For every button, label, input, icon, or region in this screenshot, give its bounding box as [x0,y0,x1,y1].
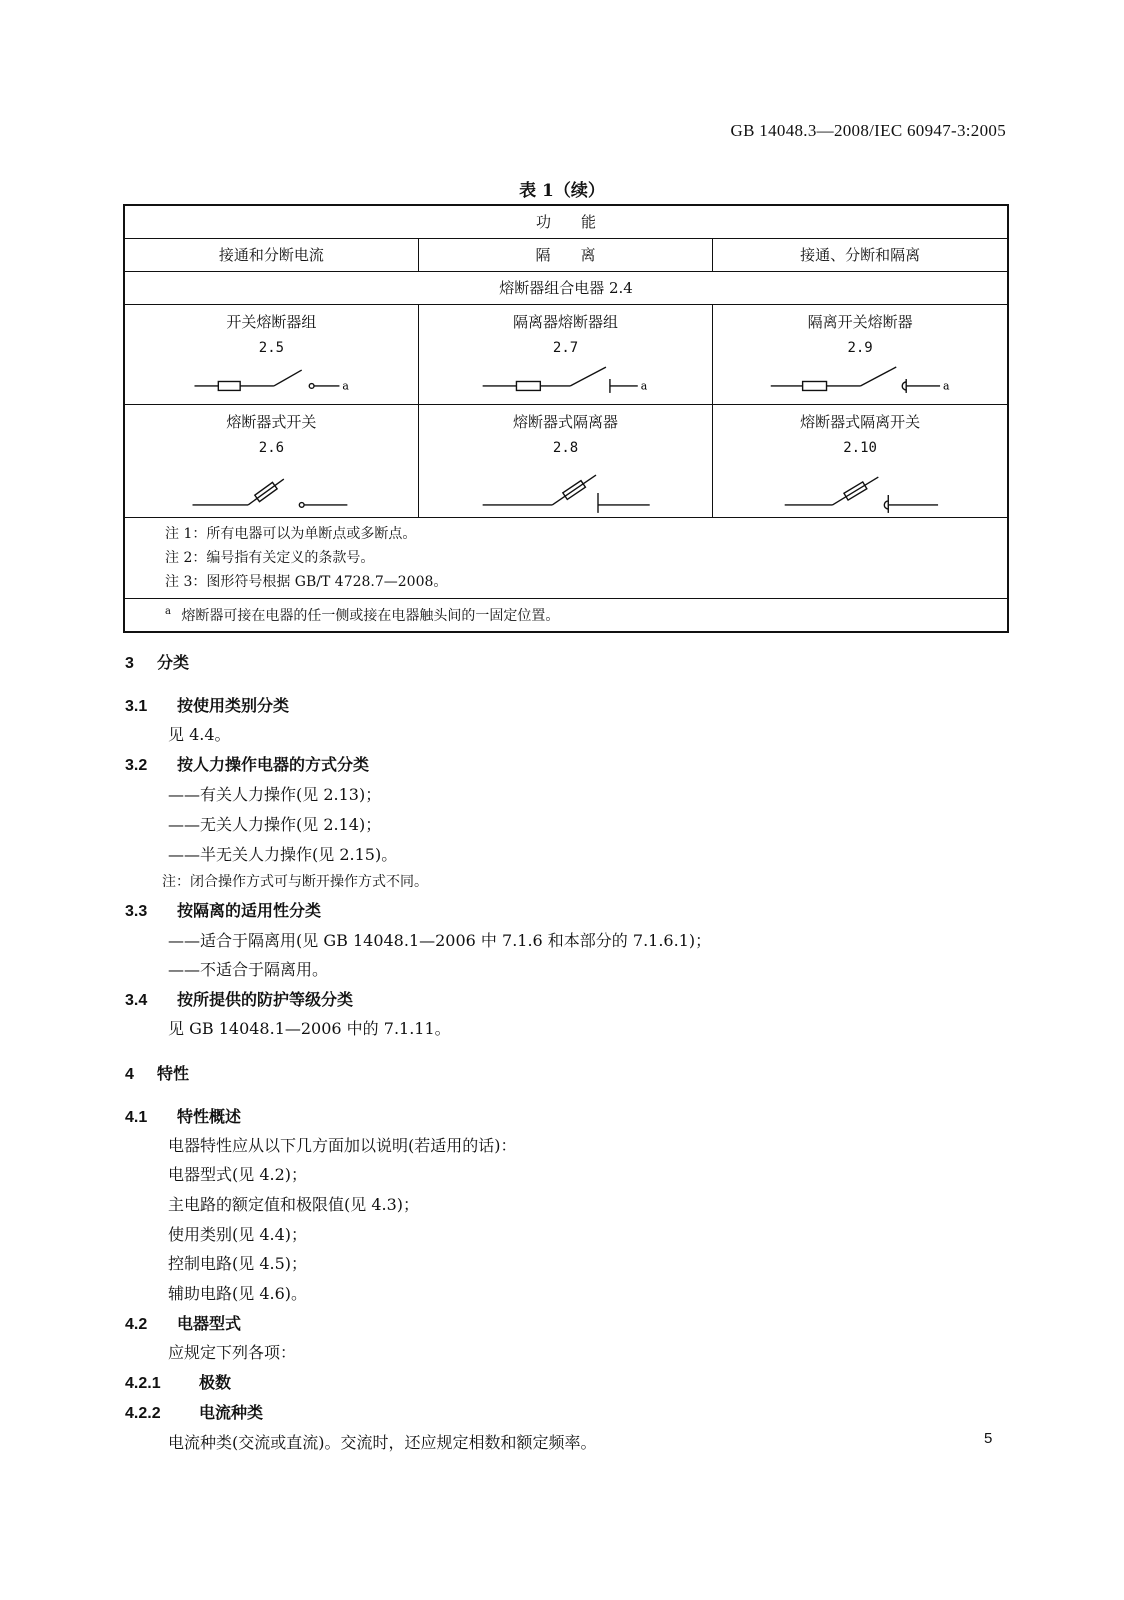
cell-fuse-disconnector [418,405,712,518]
mark-a: a [943,379,950,393]
clause-number: 2.6 [258,440,285,456]
list-item: ——有关人力操作(见 2.13)； [168,785,382,804]
symbol-name: 熔断器式隔离器 [513,413,619,431]
fuse-disconnector-symbol [419,473,712,513]
section-3-4-heading: 3.4 按所提供的防护等级分类 [125,990,354,1009]
clause-number: 2.10 [843,440,877,456]
symbol-name: 隔离开关熔断器 [807,313,913,331]
section-3-1-text: 见 4.4。 [168,725,231,744]
classification-table [123,204,1009,633]
list-item: ——不适合于隔离用。 [168,960,329,979]
fuse-combination-row: 熔断器组合电器 2.4 [124,272,1008,305]
note-1: 注 1：所有电器可以为单断点或多断点。 [165,526,417,542]
note-2: 注 2：编号指有关定义的条款号。 [165,550,375,566]
section-3-2-note: 注：闭合操作方式可与断开操作方式不同。 [162,874,428,890]
text-line: 电器特性应从以下几方面加以说明(若适用的话)： [168,1136,517,1155]
clause-number: 2.7 [552,340,579,356]
section-4-2-text: 应规定下列各项： [168,1343,297,1362]
section-3-2-heading: 3.2 按人力操作电器的方式分类 [125,755,370,774]
text-line: 电器型式(见 4.2)； [168,1165,308,1184]
section-4-heading: 4 特性 [125,1064,190,1083]
note-3: 注 3：图形符号根据 GB/T 4728.7—2008。 [165,574,448,590]
cell-disconnector-fuse [418,305,712,405]
footnote-text: 熔断器可接在电器的任一侧或接在电器触头间的一固定位置。 [181,607,560,624]
text-line: 辅助电路(见 4.6)。 [168,1284,308,1303]
disconnector-fuse-symbol [419,360,712,400]
text-line: 使用类别(见 4.4)； [168,1225,308,1244]
cell-switch-disconnector-fuse [713,305,1008,405]
section-4-2-2-heading: 4.2.2 电流种类 [125,1403,264,1422]
section-3-1-heading: 3.1 按使用类别分类 [125,696,290,715]
notes-cell [124,518,1008,599]
switch-fuse-symbol [125,360,418,400]
text-line: 控制电路(见 4.5)； [168,1254,308,1273]
clause-number: 2.9 [847,340,873,356]
symbol-name: 熔断器式隔离开关 [800,413,921,431]
list-item: ——无关人力操作(见 2.14)； [168,815,382,834]
section-4-1-heading: 4.1 特性概述 [125,1107,242,1126]
cell-fuse-switch-disconnector [713,405,1008,518]
footnote-cell [124,599,1008,632]
clause-number: 2.5 [258,340,285,356]
mark-a: a [342,379,349,393]
section-3-3-heading: 3.3 按隔离的适用性分类 [125,901,322,920]
list-item: ——半无关人力操作(见 2.15)。 [168,845,398,864]
cell-switch-fuse [124,305,418,405]
col-header-isolation: 隔 离 [418,239,712,272]
clause-number: 2.8 [552,440,579,456]
section-4-2-1-heading: 4.2.1 极数 [125,1373,232,1392]
symbol-name: 熔断器式开关 [226,413,317,431]
mark-a: a [640,379,648,393]
function-header: 功 能 [124,205,1008,239]
text-line: 主电路的额定值和极限值(见 4.3)； [168,1195,420,1214]
col-header-make-break-isolation: 接通、分断和隔离 [713,239,1008,272]
section-4-2-heading: 4.2 电器型式 [125,1314,242,1333]
page-number: 5 [984,1430,993,1447]
fuse-switch-symbol [125,473,418,513]
section-3-4-text: 见 GB 14048.1—2006 中的 7.1.11。 [168,1019,451,1038]
col-header-make-break: 接通和分断电流 [124,239,418,272]
symbol-name: 开关熔断器组 [226,313,317,331]
fuse-switch-disconnector-symbol [713,473,1007,513]
cell-fuse-switch [124,405,418,518]
standard-number: GB 14048.3—2008/IEC 60947-3:2005 [730,121,1006,140]
footnote-mark: a [165,606,171,617]
section-3-heading: 3 分类 [125,653,190,672]
section-4-2-2-text: 电流种类(交流或直流)。交流时，还应规定相数和额定频率。 [168,1433,597,1452]
list-item: ——适合于隔离用(见 GB 14048.1—2006 中 7.1.6 和本部分的 7.1.6.1)； [168,931,712,950]
symbol-name: 隔离器熔断器组 [513,313,619,331]
switch-disconnector-fuse-symbol [713,360,1007,400]
table-caption: 表 1（续） [519,181,605,201]
